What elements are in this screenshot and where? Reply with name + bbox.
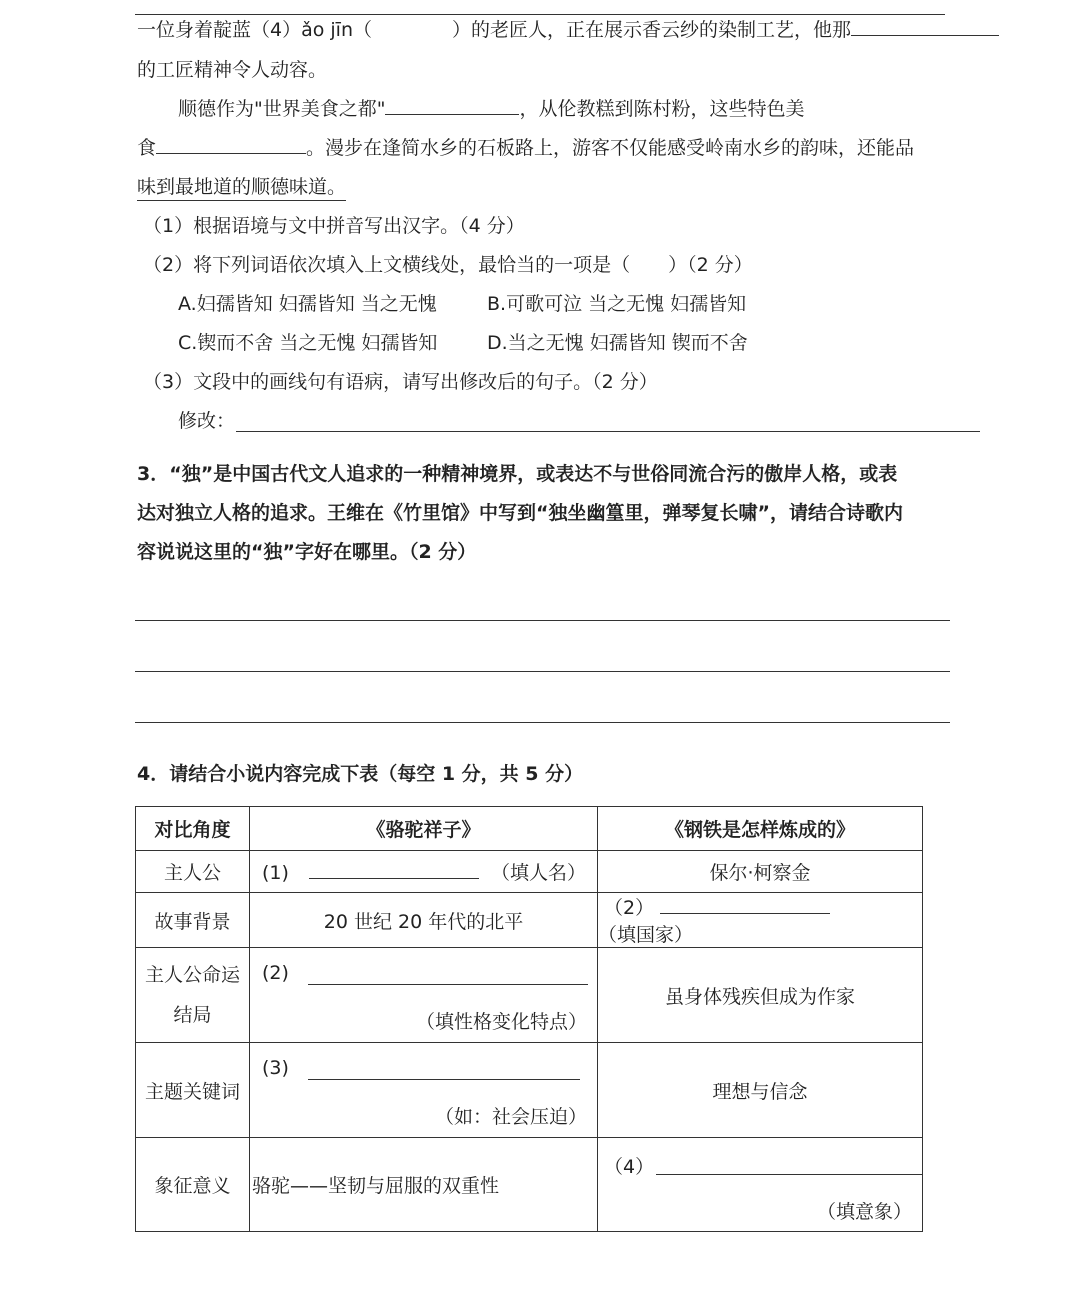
q3-line-3: 容说说这里的“独”字好在哪里。（2 分） <box>137 541 477 563</box>
q3-answer-line-3[interactable] <box>135 722 950 723</box>
top-rule <box>135 14 945 15</box>
image-blank[interactable] <box>656 1174 922 1175</box>
row-label: 故事背景 <box>136 893 250 948</box>
table-row-fate <box>136 948 923 1043</box>
name-blank[interactable] <box>309 860 479 879</box>
blank-number: （2） <box>604 897 655 919</box>
trait-blank[interactable] <box>308 984 588 985</box>
passage-line-2: 的工匠精神令人动容。 <box>137 59 328 81</box>
table-header-row <box>136 807 923 851</box>
passage-line-3-prefix: 顺德作为"世界美食之都" <box>178 98 386 120</box>
fate-left-cell <box>250 948 598 1043</box>
passage-line-3 <box>178 96 805 122</box>
passage-line-4 <box>137 135 914 161</box>
protagonist-left-cell <box>250 851 598 893</box>
blank-hint: （填国家） <box>598 924 694 946</box>
q4-title: 4．请结合小说内容完成下表（每空 1 分，共 5 分） <box>137 763 584 785</box>
q2-option-c: C.锲而不舍 当之无愧 妇孺皆知 <box>178 332 438 354</box>
blank-number: (1) <box>262 862 289 884</box>
symbol-left-cell <box>250 1138 598 1232</box>
blank-2[interactable] <box>385 96 519 115</box>
q3-answer-line-1[interactable] <box>135 620 950 621</box>
q3-line-1: 3．“独”是中国古代文人追求的一种精神境界，或表达不与世俗同流合污的傲岸人格，或表 <box>137 463 898 485</box>
passage-line-3-suffix: ，从伦教糕到陈村粉，这些特色美 <box>519 98 805 120</box>
q2-sub3: （3）文段中的画线句有语病，请写出修改后的句子。（2 分） <box>143 371 658 393</box>
fate-right-cell: 虽身体残疾但成为作家 <box>598 948 923 1043</box>
table-row-symbol <box>136 1138 923 1232</box>
comparison-table <box>135 806 923 1232</box>
blank-hint: （填人名） <box>491 862 587 884</box>
table-row-protagonist <box>136 851 923 893</box>
row-label-line-2: 结局 <box>173 1004 212 1026</box>
blank-hint: （填意象） <box>816 1201 912 1223</box>
theme-right-cell: 理想与信念 <box>598 1043 923 1138</box>
q2-revise-label: 修改： <box>178 410 236 432</box>
q2-sub1: （1）根据语境与文中拼音写出汉字。（4 分） <box>143 215 525 237</box>
blank-1[interactable] <box>851 17 999 36</box>
blank-number: （4） <box>604 1156 655 1178</box>
passage-line-1-mid: ）的老匠人，正在展示香云纱的染制工艺，他那 <box>452 19 852 41</box>
passage-line-4-suffix: 。漫步在逢简水乡的石板路上，游客不仅能感受岭南水乡的韵味，还能品 <box>306 137 915 159</box>
q3-answer-line-2[interactable] <box>135 671 950 672</box>
row-label: 主人公 <box>136 851 250 893</box>
revise-answer-line[interactable] <box>236 431 980 432</box>
q2-option-b: B.可歌可泣 当之无愧 妇孺皆知 <box>487 293 747 315</box>
keyword-blank[interactable] <box>308 1079 580 1080</box>
row-label: 主题关键词 <box>136 1043 250 1138</box>
row-label <box>136 948 250 1043</box>
row-label-line-1: 主人公命运 <box>144 964 240 986</box>
row-label: 象征意义 <box>136 1138 250 1232</box>
header-angle: 对比角度 <box>136 807 250 851</box>
background-right-cell <box>598 893 923 948</box>
passage-line-1-prefix: 一位身着靛蓝（4）ǎo jīn（ <box>137 19 372 41</box>
country-blank[interactable] <box>660 895 830 914</box>
blank-number: (3) <box>262 1057 289 1079</box>
blank-3[interactable] <box>156 135 306 154</box>
table-row-background <box>136 893 923 948</box>
protagonist-right-cell: 保尔·柯察金 <box>598 851 923 893</box>
blank-number: (2) <box>262 962 289 984</box>
q2-option-d: D.当之无愧 妇孺皆知 锲而不舍 <box>487 332 748 354</box>
q2-sub2: （2）将下列词语依次填入上文横线处，最恰当的一项是（ ）（2 分） <box>143 254 753 276</box>
theme-left-cell <box>250 1043 598 1138</box>
blank-hint: （填性格变化特点） <box>415 1011 587 1033</box>
header-camel-xiangzi: 《骆驼祥子》 <box>250 807 598 851</box>
passage-line-5-underlined: 味到最地道的顺德味道。 <box>137 174 346 201</box>
symbol-left-text: 骆驼——坚韧与屈服的双重性 <box>252 1175 500 1197</box>
blank-hint: （如：社会压迫） <box>434 1106 587 1128</box>
header-steel: 《钢铁是怎样炼成的》 <box>598 807 923 851</box>
table-row-theme <box>136 1043 923 1138</box>
q3-line-2: 达对独立人格的追求。王维在《竹里馆》中写到“独坐幽篁里，弹琴复长啸”，请结合诗歌内 <box>137 502 903 524</box>
symbol-right-cell <box>598 1138 923 1232</box>
passage-line-4-prefix: 食 <box>137 137 157 159</box>
q2-option-a: A.妇孺皆知 妇孺皆知 当之无愧 <box>178 293 437 315</box>
passage-line-1 <box>137 17 999 43</box>
background-left-cell: 20 世纪 20 年代的北平 <box>250 893 598 948</box>
